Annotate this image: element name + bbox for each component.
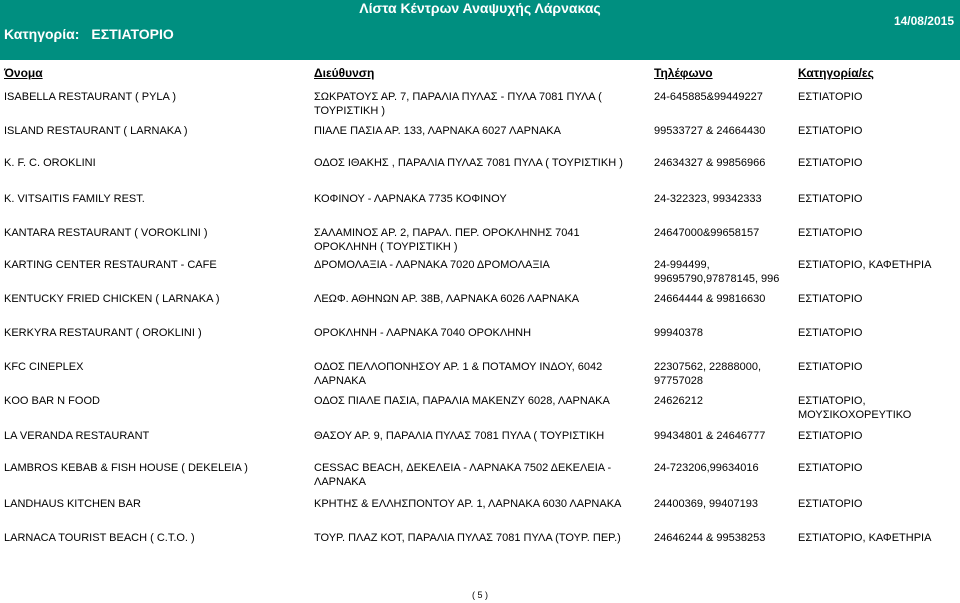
- row-address: ΔΡΟΜΟΛΑΞΙΑ - ΛΑΡΝΑΚΑ 7020 ΔΡΟΜΟΛΑΞΙΑ: [314, 259, 550, 271]
- row-address: ΤΟΥΡ. ΠΛΑΖ ΚΟΤ, ΠΑΡΑΛΙΑ ΠΥΛΑΣ 7081 ΠΥΛΑ (ΤΟΥΡ. ΠΕΡ.): [314, 532, 621, 544]
- row-phone: 24-322323, 99342333: [654, 193, 762, 205]
- row-address: ΚΟΦΙΝΟΥ - ΛΑΡΝΑΚΑ 7735 ΚΟΦΙΝΟΥ: [314, 193, 507, 205]
- row-address: ΣΩΚΡΑΤΟΥΣ ΑΡ. 7, ΠΑΡΑΛΙΑ ΠΥΛΑΣ - ΠΥΛΑ 7081 ΠΥΛΑ ( ΤΟΥΡΙΣΤΙΚΗ ): [314, 91, 602, 117]
- row-address: CESSAC BEACH, ΔΕΚΕΛΕΙΑ - ΛΑΡΝΑΚΑ 7502 ΔΕΚΕΛΕΙΑ - ΛΑΡΝΑΚΑ: [314, 462, 612, 488]
- row-category: ΕΣΤΙΑΤΟΡΙΟ: [798, 498, 863, 510]
- column-header-category: Κατηγορία/ες: [798, 66, 874, 80]
- row-name: KFC CINEPLEX: [4, 361, 84, 373]
- row-phone: 24647000&99658157: [654, 227, 760, 239]
- row-category: ΕΣΤΙΑΤΟΡΙΟ: [798, 157, 863, 169]
- row-name: LA VERANDA RESTAURANT: [4, 430, 150, 442]
- row-address: ΘΑΣΟΥ ΑΡ. 9, ΠΑΡΑΛΙΑ ΠΥΛΑΣ 7081 ΠΥΛΑ ( ΤΟΥΡΙΣΤΙΚΗ: [314, 430, 605, 442]
- row-name: ISLAND RESTAURANT ( LARNAKA ): [4, 125, 188, 137]
- row-address: ΟΡΟΚΛΗΝΗ - ΛΑΡΝΑΚΑ 7040 ΟΡΟΚΛΗΝΗ: [314, 327, 532, 339]
- row-phone: 24-994499, 99695790,97878145, 996: [654, 259, 780, 285]
- row-name: KERKYRA RESTAURANT ( OROKLINI ): [4, 327, 202, 339]
- row-address: ΚΡΗΤΗΣ & ΕΛΛΗΣΠΟΝΤΟΥ ΑΡ. 1, ΛΑΡΝΑΚΑ 6030 ΛΑΡΝΑΚΑ: [314, 498, 622, 510]
- row-name: LARNACA TOURIST BEACH ( C.T.O. ): [4, 532, 195, 544]
- row-category: ΕΣΤΙΑΤΟΡΙΟ: [798, 125, 863, 137]
- row-phone: 24400369, 99407193: [654, 498, 758, 510]
- page-title: Λίστα Κέντρων Αναψυχής Λάρνακας: [359, 0, 601, 16]
- report-date: 14/08/2015: [893, 14, 954, 28]
- row-address: ΠΙΑΛΕ ΠΑΣΙΑ ΑΡ. 133, ΛΑΡΝΑΚΑ 6027 ΛΑΡΝΑΚΑ: [314, 125, 561, 137]
- row-name: KARTING CENTER RESTAURANT - CAFE: [4, 259, 217, 271]
- row-name: LAMBROS KEBAB & FISH HOUSE ( DEKELEIA ): [4, 462, 248, 474]
- category-label: Κατηγορία:: [4, 26, 80, 42]
- row-phone: 24664444 & 99816630: [654, 293, 766, 305]
- row-category: ΕΣΤΙΑΤΟΡΙΟ: [798, 91, 863, 103]
- column-header-address: Διεύθυνση: [314, 66, 375, 80]
- row-name: KENTUCKY FRIED CHICKEN ( LARNAKA ): [4, 293, 220, 305]
- row-address: ΟΔΟΣ ΠΕΛΛΟΠΟΝΗΣΟΥ ΑΡ. 1 & ΠΟΤΑΜΟΥ ΙΝΔΟΥ, 6042 ΛΑΡΝΑΚΑ: [314, 361, 603, 387]
- row-address: ΟΔΟΣ ΙΘΑΚΗΣ , ΠΑΡΑΛΙΑ ΠΥΛΑΣ 7081 ΠΥΛΑ ( ΤΟΥΡΙΣΤΙΚΗ ): [314, 157, 623, 169]
- row-category: ΕΣΤΙΑΤΟΡΙΟ: [798, 193, 863, 205]
- row-category: ΕΣΤΙΑΤΟΡΙΟ: [798, 430, 863, 442]
- row-name: K. VITSAITIS FAMILY REST.: [4, 193, 145, 205]
- row-phone: 24-645885&99449227: [654, 91, 763, 103]
- row-phone: 24646244 & 99538253: [654, 532, 766, 544]
- row-address: ΛΕΩΦ. ΑΘΗΝΩΝ ΑΡ. 38Β, ΛΑΡΝΑΚΑ 6026 ΛΑΡΝΑΚΑ: [314, 293, 580, 305]
- row-phone: 24-723206,99634016: [654, 462, 759, 474]
- category-value: ΕΣΤΙΑΤΟΡΙΟ: [91, 26, 174, 42]
- row-name: ISABELLA RESTAURANT ( PYLA ): [4, 91, 176, 103]
- row-phone: 24626212: [654, 395, 703, 407]
- row-phone: 99940378: [654, 327, 703, 339]
- row-address: ΣΑΛΑΜΙΝΟΣ ΑΡ. 2, ΠΑΡΑΛ. ΠΕΡ. ΟΡΟΚΛΗΝΗΣ 7041 ΟΡΟΚΛΗΝΗ ( ΤΟΥΡΙΣΤΙΚΗ ): [314, 227, 580, 253]
- header-bar: [0, 0, 960, 60]
- row-address: ΟΔΟΣ ΠΙΑΛΕ ΠΑΣΙΑ, ΠΑΡΑΛΙΑ ΜΑΚΕΝΖΥ 6028, ΛΑΡΝΑΚΑ: [314, 395, 610, 407]
- row-category: ΕΣΤΙΑΤΟΡΙΟ, ΚΑΦΕΤΗΡΙΑ: [798, 532, 932, 544]
- row-phone: 24634327 & 99856966: [654, 157, 766, 169]
- row-name: K. F. C. OROKLINI: [4, 157, 96, 169]
- row-category: ΕΣΤΙΑΤΟΡΙΟ: [798, 327, 863, 339]
- row-phone: 22307562, 22888000, 97757028: [654, 361, 762, 387]
- category-filter: [4, 26, 174, 42]
- row-phone: 99434801 & 24646777: [654, 430, 766, 442]
- row-name: LANDHAUS KITCHEN BAR: [4, 498, 141, 510]
- row-category: ΕΣΤΙΑΤΟΡΙΟ: [798, 227, 863, 239]
- row-category: ΕΣΤΙΑΤΟΡΙΟ, ΜΟΥΣΙΚΟΧΟΡΕΥΤΙΚΟ: [798, 395, 912, 421]
- column-header-phone: Τηλέφωνο: [654, 66, 713, 80]
- row-name: KOO BAR N FOOD: [4, 395, 100, 407]
- column-header-name: Όνομα: [4, 66, 43, 80]
- row-category: ΕΣΤΙΑΤΟΡΙΟ, ΚΑΦΕΤΗΡΙΑ: [798, 259, 932, 271]
- row-phone: 99533727 & 24664430: [654, 125, 766, 137]
- row-category: ΕΣΤΙΑΤΟΡΙΟ: [798, 462, 863, 474]
- row-category: ΕΣΤΙΑΤΟΡΙΟ: [798, 293, 863, 305]
- row-category: ΕΣΤΙΑΤΟΡΙΟ: [798, 361, 863, 373]
- row-name: KANTARA RESTAURANT ( VOROKLINI ): [4, 227, 208, 239]
- page-number: ( 5 ): [471, 590, 488, 600]
